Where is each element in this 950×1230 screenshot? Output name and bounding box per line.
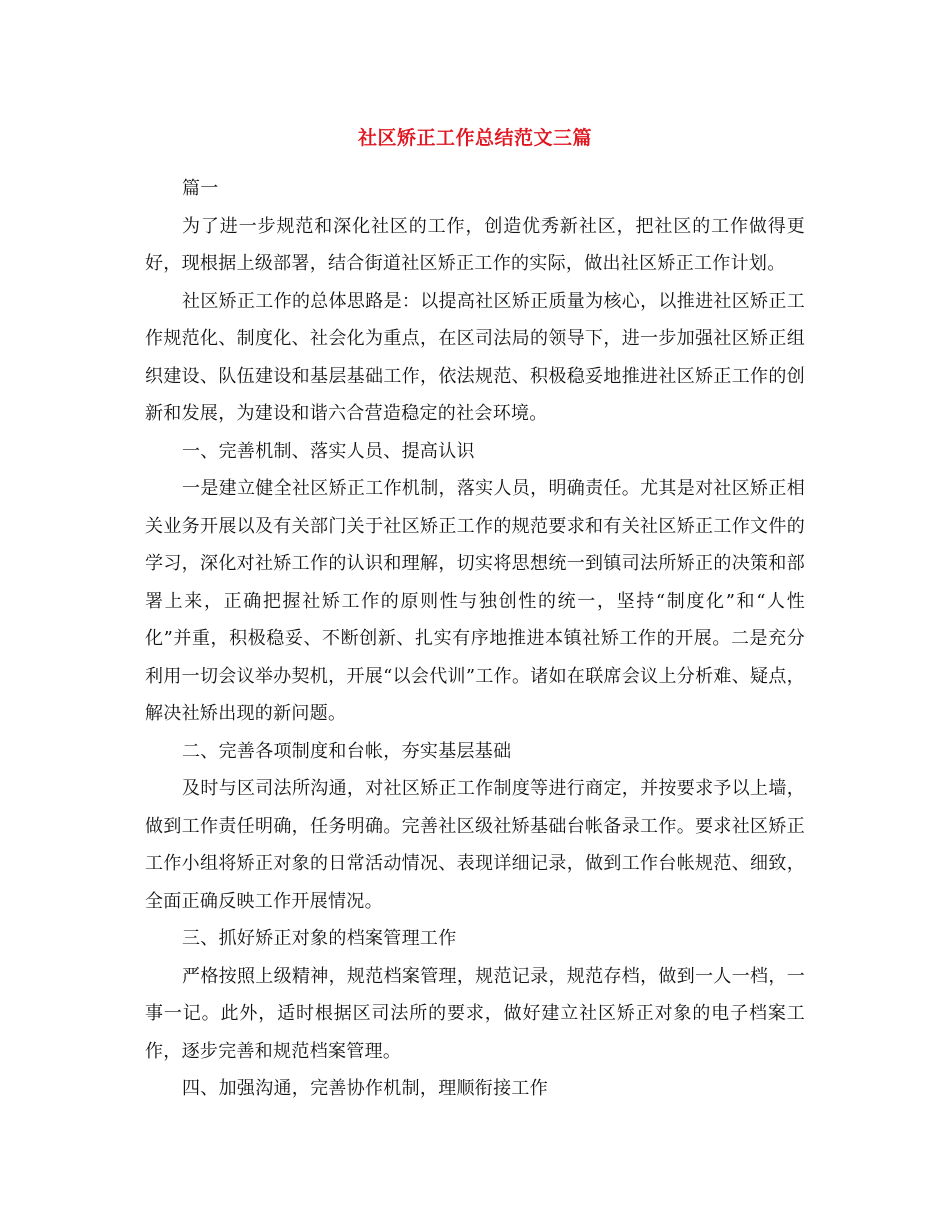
- body-paragraph: 及时与区司法所沟通，对社区矫正工作制度等进行商定，并按要求予以上墙，做到工作责任明确，任务明确。完善社区级社矫基础台帐备录工作。要求社区矫正工作小组将矫正对象的日常活动情况、表现详细记录，做到工作台帐规范、细致，全面正确反映工作开展情况。: [145, 778, 805, 912]
- section-heading: 一、完善机制、落实人员、提高认识: [182, 440, 475, 462]
- section-heading: 篇一: [182, 178, 219, 199]
- section-heading: 三、抓好矫正对象的档案管理工作: [182, 928, 457, 949]
- section-heading: 四、加强沟通，完善协作机制，理顺衔接工作: [182, 1078, 548, 1099]
- body-paragraph: 社区矫正工作的总体思路是：以提高社区矫正质量为核心，以推进社区矫正工作规范化、制度化、社会化为重点，在区司法局的领导下，进一步加强社区矫正组织建设、队伍建设和基层基础工作，依法规范、积极稳妥地推进社区矫正工作的创新和发展，为建设和谐六合营造稳定的社会环境。: [145, 290, 805, 424]
- document-body: [145, 164, 805, 1108]
- section-heading: 二、完善各项制度和台帐，夯实基层基础: [182, 740, 512, 762]
- document-title: 社区矫正工作总结范文三篇: [357, 127, 592, 149]
- body-paragraph: 严格按照上级精神，规范档案管理，规范记录，规范存档，做到一人一档，一事一记。此外，适时根据区司法所的要求，做好建立社区矫正对象的电子档案工作，逐步完善和规范档案管理。: [145, 965, 805, 1062]
- body-paragraph: 为了进一步规范和深化社区的工作，创造优秀新社区，把社区的工作做得更好，现根据上级部署，结合街道社区矫正工作的实际，做出社区矫正工作计划。: [145, 215, 805, 274]
- body-paragraph: 一是建立健全社区矫正工作机制，落实人员，明确责任。尤其是对社区矫正相关业务开展以及有关部门关于社区矫正工作的规范要求和有关社区矫正工作文件的学习，深化对社矫工作的认识和理解，切实将思想统一到镇司法所矫正的决策和部署上来，正确把握社矫工作的原则性与独创性的统一，坚持“制度化”和“人性化”并重，积极稳妥、不断创新、扎实有序地推进本镇社矫工作的开展。二是充分利用一切会议举办契机，开展“以会代训”工作。诸如在联席会议上分析难、疑点，解决社矫出现的新问题。: [145, 478, 805, 724]
